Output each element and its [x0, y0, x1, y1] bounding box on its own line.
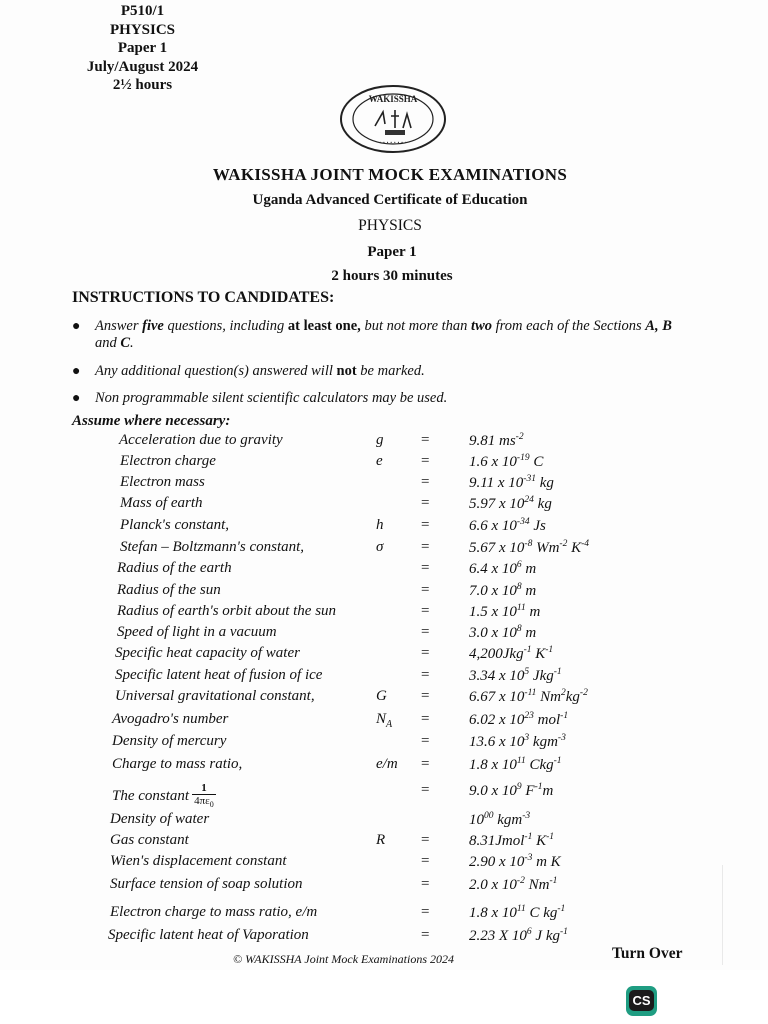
constant-name: Avogadro's number	[112, 711, 229, 727]
seal-text: WAKISSHA	[368, 94, 418, 104]
equals-sign: =	[421, 432, 430, 448]
equals-sign: =	[421, 624, 430, 640]
constant-fraction: $\frac{1}{4\pi\varepsilon_0}$	[194, 782, 214, 810]
constant-name: Mass of earth	[120, 495, 203, 511]
constant-row	[0, 782, 768, 810]
equals-sign: =	[421, 474, 430, 490]
constant-value: 9.0 x $10^9$ $F^{-1}m$	[469, 782, 554, 799]
paper-number: Paper 1	[117, 40, 168, 56]
bullet-icon: ●	[72, 391, 81, 406]
constant-name: Electron charge to mass ratio, e/m	[110, 904, 318, 920]
equals-sign: =	[421, 667, 430, 683]
certificate-title: Uganda Advanced Certificate of Education	[252, 192, 528, 208]
constant-value: 6.6 x $10^{-34}$ Js	[469, 517, 546, 534]
constant-row	[0, 624, 768, 644]
equals-sign: =	[421, 645, 430, 661]
equals-sign: =	[421, 539, 430, 555]
constant-value: 2.23 X $10^6$ J $kg^{-1}$	[469, 927, 568, 944]
constant-name: Radius of the earth	[117, 560, 232, 576]
wakissha-seal-logo	[339, 84, 447, 154]
equals-sign: =	[421, 560, 430, 576]
constant-row	[0, 688, 768, 708]
subject-title: PHYSICS	[358, 217, 422, 234]
constant-name: Surface tension of soap solution	[110, 876, 303, 892]
constant-value: 9.11 x $10^{-31}$ kg	[469, 474, 554, 491]
constant-row	[0, 539, 768, 559]
constant-value: 5.67 x $10^{-8}$ $Wm^{-2}$ $K^{-4}$	[469, 539, 590, 556]
paper-duration: 2½ hours	[112, 77, 173, 93]
constant-name: Radius of earth's orbit about the sun	[117, 603, 337, 619]
equals-sign: =	[421, 927, 430, 943]
bullet-icon: ●	[72, 319, 81, 334]
equals-sign: =	[421, 453, 430, 469]
constant-symbol: e	[376, 453, 383, 469]
constant-name: Speed of light in a vacuum	[117, 624, 277, 640]
constant-row	[0, 811, 768, 831]
constant-symbol: g	[376, 432, 384, 448]
constant-name: Stefan – Boltzmann's constant,	[120, 539, 305, 555]
constant-row	[0, 667, 768, 687]
constant-name: The constant $\frac{1}{4\pi\varepsilon_0}$	[112, 782, 214, 810]
equals-sign: =	[421, 688, 430, 704]
turn-over-label: Turn Over	[612, 945, 683, 962]
constant-value: 2.0 x $10^{-2}$ $Nm^{-1}$	[469, 876, 558, 893]
constant-name: Acceleration due to gravity	[119, 432, 283, 448]
equals-sign: =	[421, 832, 430, 848]
constant-value: 3.0 x $10^8$ m	[469, 624, 537, 641]
equals-sign: =	[421, 517, 430, 533]
equals-sign: =	[421, 582, 430, 598]
constant-name: Specific heat capacity of water	[115, 645, 300, 661]
paper-session: July/August 2024	[86, 58, 199, 75]
constant-row	[0, 432, 768, 452]
equals-sign: =	[421, 733, 430, 749]
equals-sign: =	[421, 876, 430, 892]
constant-value: 6.4 x $10^6$ m	[469, 560, 537, 577]
constant-row	[0, 904, 768, 924]
paper-crease	[722, 865, 723, 965]
constant-name: Wien's displacement constant	[110, 853, 287, 869]
paper-code: P510/1	[120, 3, 165, 19]
constant-row	[0, 756, 768, 776]
constant-symbol: G	[376, 688, 387, 704]
paper-title: Paper 1	[367, 244, 417, 260]
constant-name: Planck's constant,	[120, 517, 230, 533]
constant-row	[0, 832, 768, 852]
constant-value: 3.34 x $10^5$ Jkg$^{-1}$	[469, 667, 562, 684]
constant-value: 2.90 x $10^{-3}$ m K	[469, 853, 561, 870]
constant-row	[0, 645, 768, 665]
copyright-footer: © WAKISSHA Joint Mock Examinations 2024	[233, 952, 455, 966]
constant-name: Density of mercury	[112, 733, 227, 749]
svg-text:• • • • • • • •: • • • • • • • •	[379, 140, 407, 145]
constant-value: 4,200Jkg$^{-1}$ $K^{-1}$	[469, 645, 554, 662]
constant-value: 8.31Jmol$^{-1}$ $K^{-1}$	[469, 832, 555, 849]
instructions-heading: INSTRUCTIONS TO CANDIDATES:	[72, 289, 335, 306]
constant-value: 1.6 x $10^{-19}$ C	[469, 453, 544, 470]
constant-name: Electron charge	[120, 453, 216, 469]
time-title: 2 hours 30 minutes	[331, 268, 453, 284]
constant-row	[0, 603, 768, 623]
constant-row	[0, 517, 768, 537]
constant-symbol: σ	[376, 539, 384, 555]
constant-symbol: R	[376, 832, 386, 848]
equals-sign: =	[421, 756, 430, 772]
constant-value: 1.8 x $10^{11}$ C $kg^{-1}$	[469, 904, 566, 921]
equals-sign: =	[421, 711, 430, 727]
constant-row	[0, 927, 768, 947]
constant-value: 6.02 x $10^{23}$ mol$^{-1}$	[469, 711, 569, 728]
constant-value: 1.5 x $10^{11}$ m	[469, 603, 541, 620]
constant-value: 1.8 x $10^{11}$ Ckg$^{-1}$	[469, 756, 562, 773]
exam-title: WAKISSHA JOINT MOCK EXAMINATIONS	[212, 165, 568, 184]
constant-name: Specific latent heat of fusion of ice	[115, 667, 323, 683]
constant-row	[0, 876, 768, 896]
constant-symbol: $N_A$	[376, 711, 393, 730]
app-badge-label: CS	[629, 990, 654, 1011]
paper-subject: PHYSICS	[109, 21, 176, 38]
constant-value: 13.6 x $10^3$ kgm$^{-3}$	[469, 733, 566, 750]
constant-name: Gas constant	[110, 832, 189, 848]
constant-row	[0, 495, 768, 515]
constant-name: Radius of the sun	[117, 582, 221, 598]
constant-symbol: e/m	[376, 756, 398, 772]
equals-sign: =	[421, 782, 430, 798]
constant-symbol: h	[376, 517, 384, 533]
paper-header	[70, 2, 215, 95]
constant-row	[0, 560, 768, 580]
constant-name: Electron mass	[120, 474, 205, 490]
constant-value: 7.0 x $10^8$ m	[469, 582, 537, 599]
constant-row	[0, 582, 768, 602]
equals-sign: =	[421, 853, 430, 869]
constant-name: Universal gravitational constant,	[115, 688, 315, 704]
constant-name: Specific latent heat of Vaporation	[108, 927, 309, 943]
constant-value: $10^{00}$ kgm$^{-3}$	[469, 811, 531, 828]
instruction-text: Any additional question(s) answered will not be marked.	[95, 363, 425, 379]
constant-row	[0, 474, 768, 494]
equals-sign: =	[421, 495, 430, 511]
constant-value: 5.97 x $10^{24}$ kg	[469, 495, 552, 512]
constant-value: 9.81 $ms^{-2}$	[469, 432, 524, 449]
instruction-text: Answer five questions, including at least one, but not more than two from each of the Sections A, B and C.	[95, 318, 672, 351]
constant-row	[0, 453, 768, 473]
equals-sign: =	[421, 603, 430, 619]
bullet-icon: ●	[72, 364, 81, 379]
instruction-text: Non programmable silent scientific calculators may be used.	[95, 390, 448, 406]
constant-value: 6.67 x $10^{-11}$ $Nm^2kg^{-2}$	[469, 688, 588, 705]
equals-sign: =	[421, 904, 430, 920]
constant-row	[0, 853, 768, 873]
assume-heading: Assume where necessary:	[72, 413, 231, 429]
constant-name: Density of water	[110, 811, 210, 827]
constant-name: Charge to mass ratio,	[112, 756, 243, 772]
camscanner-icon[interactable]	[626, 986, 657, 1016]
constant-row	[0, 711, 768, 731]
constant-row	[0, 733, 768, 753]
